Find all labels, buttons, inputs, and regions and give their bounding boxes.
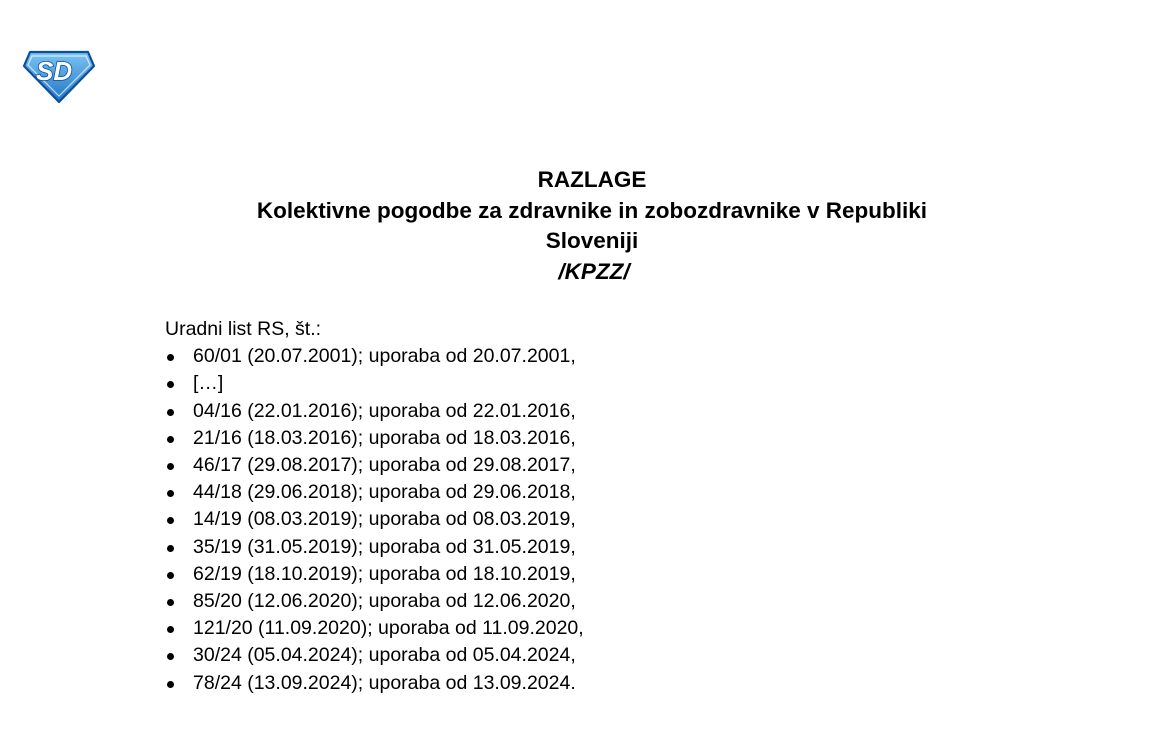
document-title: [0, 165, 1157, 287]
bullet-icon: [167, 436, 174, 443]
gazette-section: [165, 316, 1065, 697]
bullet-icon: [167, 681, 174, 688]
list-item-text: 35/19 (31.05.2019); uporaba od 31.05.2019,: [193, 535, 576, 558]
list-item: [165, 398, 1065, 425]
bullet-icon: [167, 381, 174, 388]
list-item-text: 21/16 (18.03.2016); uporaba od 18.03.2016,: [193, 426, 576, 449]
list-item: [165, 425, 1065, 452]
list-item: [165, 561, 1065, 588]
list-item-text: 85/20 (12.06.2020); uporaba od 12.06.2020,: [193, 590, 576, 613]
bullet-icon: [167, 463, 174, 470]
bullet-icon: [167, 626, 174, 633]
list-item: [165, 670, 1065, 697]
list-item-text: 62/19 (18.10.2019); uporaba od 18.10.2019,: [193, 562, 576, 585]
bullet-icon: [167, 490, 174, 497]
bullet-icon: [167, 653, 174, 660]
bullet-icon: [167, 517, 174, 524]
list-item: [165, 479, 1065, 506]
list-item-text: 44/18 (29.06.2018); uporaba od 29.06.2018,: [193, 481, 576, 504]
list-item: [165, 588, 1065, 615]
list-item: [165, 452, 1065, 479]
logo-text: SD: [36, 56, 73, 86]
list-item-text: 60/01 (20.07.2001); uporaba od 20.07.2001,: [193, 345, 576, 368]
list-item-text: 121/20 (11.09.2020); uporaba od 11.09.2020,: [193, 617, 584, 640]
list-item-text: […]: [193, 372, 224, 395]
list-item: [165, 642, 1065, 669]
bullet-icon: [167, 545, 174, 552]
list-item: [165, 370, 1065, 397]
list-item-text: 78/24 (13.09.2024); uporaba od 13.09.2024.: [193, 671, 576, 694]
title-line-3: Sloveniji: [545, 228, 639, 253]
bullet-icon: [167, 572, 174, 579]
gazette-intro: Uradni list RS, št.:: [165, 318, 322, 340]
list-item-text: 30/24 (05.04.2024); uporaba od 05.04.2024,: [193, 644, 576, 667]
list-item: [165, 534, 1065, 561]
list-item-text: 14/19 (08.03.2019); uporaba od 08.03.2019,: [193, 508, 576, 531]
gazette-list: [165, 343, 1065, 697]
list-item-text: 04/16 (22.01.2016); uporaba od 22.01.2016,: [193, 399, 576, 422]
bullet-icon: [167, 599, 174, 606]
list-item: [165, 343, 1065, 370]
list-item: [165, 506, 1065, 533]
title-line-1: RAZLAGE: [537, 167, 647, 192]
title-abbreviation: /KPZZ/: [558, 258, 630, 284]
sd-logo: [22, 48, 96, 104]
list-item: [165, 615, 1065, 642]
bullet-icon: [167, 409, 174, 416]
title-line-2: Kolektivne pogodbe za zdravnike in zobozdravnike v Republiki: [256, 197, 928, 223]
list-item-text: 46/17 (29.08.2017); uporaba od 29.08.2017,: [193, 454, 576, 477]
bullet-icon: [167, 354, 174, 361]
sd-shield-icon: [22, 48, 96, 104]
